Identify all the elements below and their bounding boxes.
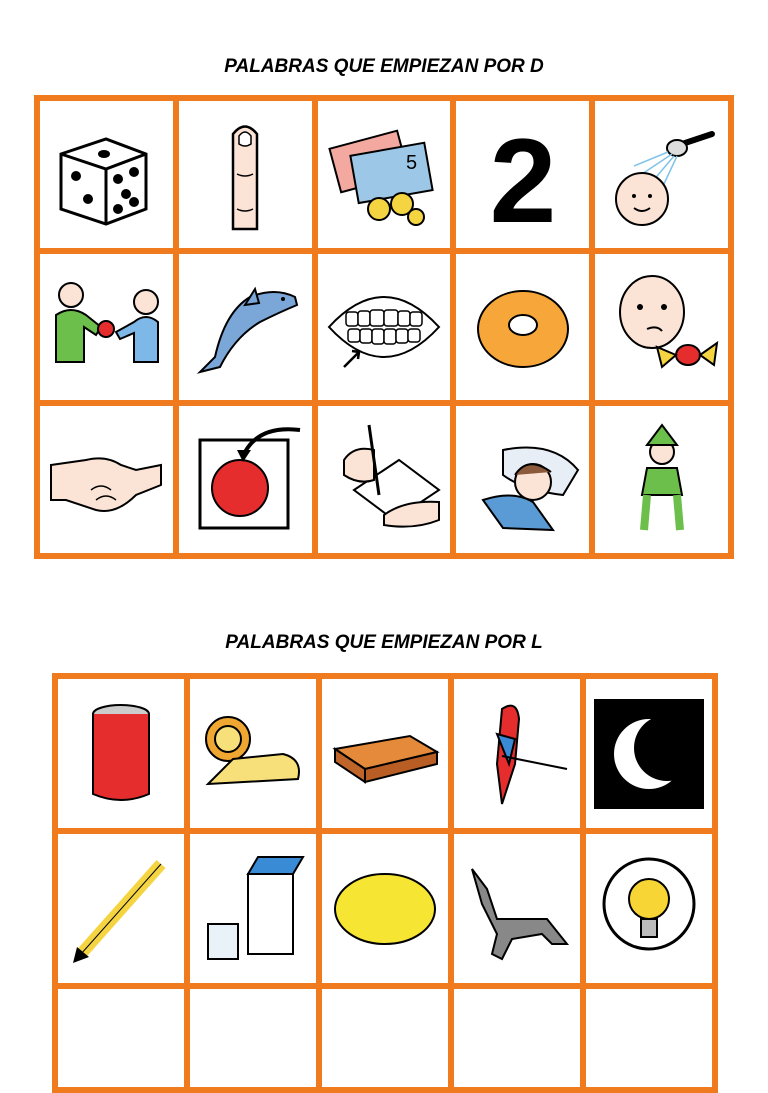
cell-dolphin: [179, 254, 312, 401]
svg-text:5: 5: [405, 152, 418, 175]
cell-elf: [595, 406, 728, 553]
sleeping-icon: [463, 420, 583, 540]
cell-die: [40, 101, 173, 248]
light-bulb-icon: [589, 849, 709, 969]
cell-soda-can: [58, 679, 184, 828]
cell-milk: [190, 834, 316, 983]
giving-icon: [46, 267, 166, 387]
cell-drawing: [318, 406, 451, 553]
cell-teeth: [318, 254, 451, 401]
cell-lion: [190, 679, 316, 828]
parrot-icon: [457, 694, 577, 814]
cell-into-box: [179, 406, 312, 553]
cell-two: [456, 101, 589, 248]
cell-giving: [40, 254, 173, 401]
cell-finger: [179, 101, 312, 248]
cell-light-bulb: [586, 834, 712, 983]
into-box-icon: [185, 420, 305, 540]
lemon-icon: [325, 849, 445, 969]
teeth-icon: [324, 267, 444, 387]
section-title-d: PALABRAS QUE EMPIEZAN POR D: [224, 56, 544, 77]
pictogram-grid-d: [34, 95, 734, 559]
soda-can-icon: [61, 694, 181, 814]
cell-parrot: [454, 679, 580, 828]
die-icon: [46, 114, 166, 234]
cell-shower: [595, 101, 728, 248]
elf-icon: [602, 420, 722, 540]
finger-icon: [185, 114, 305, 234]
cell-candy-face: [595, 254, 728, 401]
cell-sleeping: [456, 406, 589, 553]
cell-partial-3: [322, 989, 448, 1087]
cell-pencil: [58, 834, 184, 983]
wolf-icon: [457, 849, 577, 969]
milk-icon: [193, 849, 313, 969]
cell-partial-5: [586, 989, 712, 1087]
svg-text:2: 2: [489, 114, 557, 235]
section-title-l: PALABRAS QUE EMPIEZAN POR L: [225, 632, 543, 653]
money-icon: [324, 114, 444, 234]
cell-lemon: [322, 834, 448, 983]
moon-icon: [589, 694, 709, 814]
handshake-icon: [46, 420, 166, 540]
book-icon: [325, 694, 445, 814]
drawing-icon: [324, 420, 444, 540]
cell-wolf: [454, 834, 580, 983]
pictogram-grid-l: [52, 673, 718, 1093]
pencil-icon: [61, 849, 181, 969]
cell-partial-1: [58, 989, 184, 1087]
dolphin-icon: [185, 267, 305, 387]
cell-money: [318, 101, 451, 248]
shower-icon: [602, 114, 722, 234]
donut-icon: [463, 267, 583, 387]
candy-face-icon: [602, 267, 722, 387]
cell-book: [322, 679, 448, 828]
cell-partial-4: [454, 989, 580, 1087]
cell-donut: [456, 254, 589, 401]
cell-moon: [586, 679, 712, 828]
number-two-icon: [463, 114, 583, 234]
lion-icon: [193, 694, 313, 814]
cell-partial-2: [190, 989, 316, 1087]
cell-handshake: [40, 406, 173, 553]
